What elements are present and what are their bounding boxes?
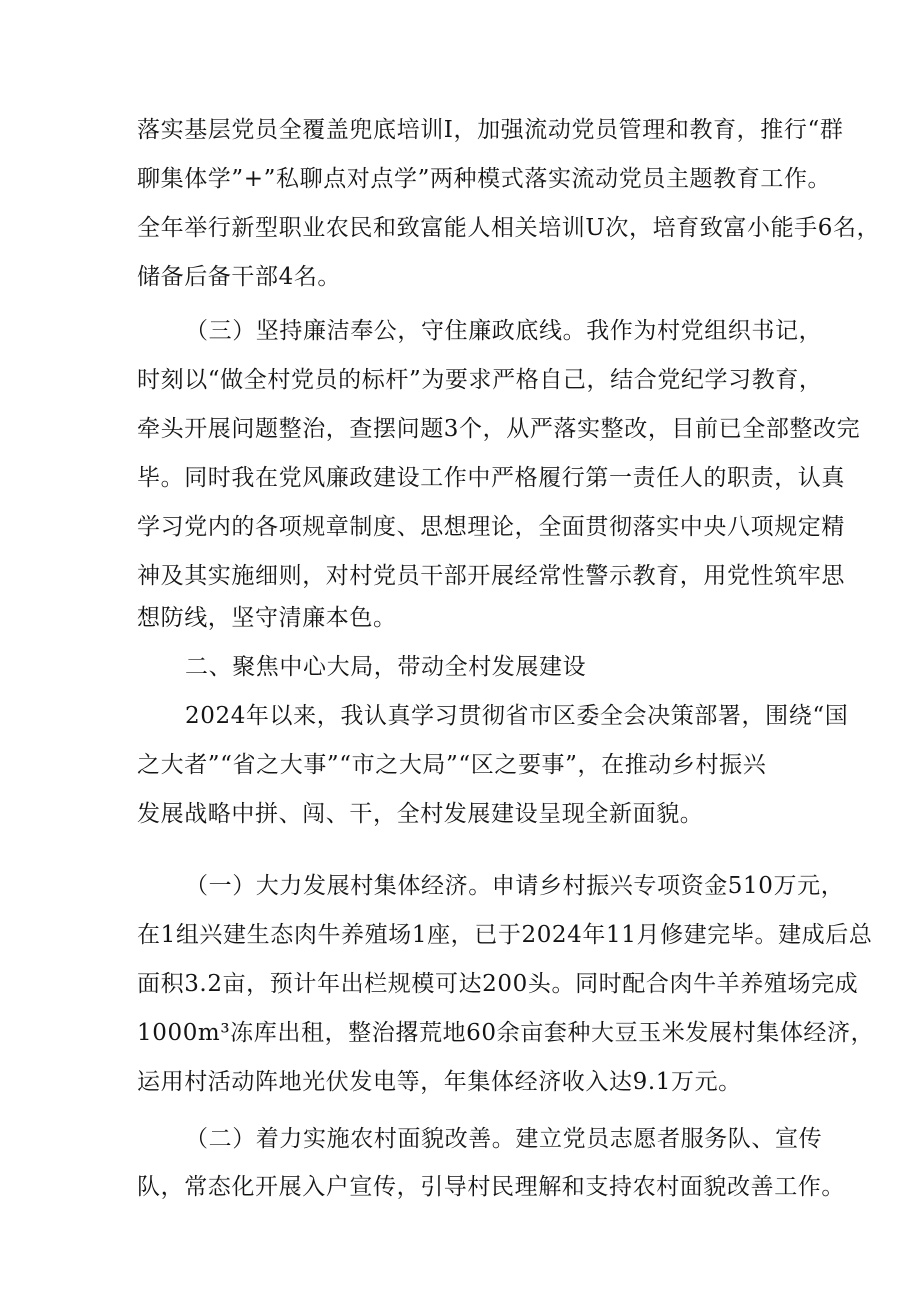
text-line: 2024年以来，我认真学习贯彻省市区委全会决策部署，围绕“国	[185, 703, 849, 729]
text-line: 1000m³冻库出租，整治撂荒地60余亩套种大豆玉米发展村集体经济，	[137, 1020, 875, 1046]
text-line: （二）着力实施农村面貌改善。建立党员志愿者服务队、宣传	[185, 1126, 823, 1152]
text-line: 运用村活动阵地光伏发电等，年集体经济收入达9.1万元。	[137, 1069, 742, 1095]
section-heading: 二、聚焦中心大局，带动全村发展建设	[185, 654, 587, 680]
text-line: 之大者”“省之大事”“市之大局”“区之要事”，在推动乡村振兴	[137, 752, 767, 778]
text-line: 面积3.2亩，预计年出栏规模可达200头。同时配合肉牛羊养殖场完成	[137, 971, 859, 997]
text-line: 想防线，坚守清廉本色。	[137, 605, 397, 631]
text-line: 时刻以“做全村党员的标杆”为要求严格自己，结合党纪学习教育，	[137, 367, 823, 393]
text-line: 毕。同时我在党风廉政建设工作中严格履行第一责任人的职责，认真	[137, 465, 845, 491]
text-line: 储备后备干部4名。	[137, 264, 342, 290]
text-line: 全年举行新型职业农民和致富能人相关培训U次，培育致富小能手6名，	[137, 215, 881, 241]
text-line: 队，常态化开展入户宣传，引导村民理解和支持农村面貌改善工作。	[137, 1174, 845, 1200]
text-line: 落实基层党员全覆盖兜底培训I，加强流动党员管理和教育，推行“群	[137, 117, 844, 143]
text-line: 聊集体学”+”私聊点对点学”两种模式落实流动党员主题教育工作。	[137, 166, 832, 192]
text-line: 神及其实施细则，对村党员干部开展经常性警示教育，用党性筑牢思	[137, 563, 845, 589]
text-line: （一）大力发展村集体经济。申请乡村振兴专项资金510万元，	[185, 873, 845, 899]
text-line: （三）坚持廉洁奉公，守住廉政底线。我作为村党组织书记，	[185, 318, 823, 344]
text-line: 发展战略中拼、闯、干，全村发展建设呈现全新面貌。	[137, 801, 704, 827]
text-line: 牵头开展问题整治，查摆问题3个，从严落实整改，目前已全部整改完	[137, 416, 861, 442]
text-line: 学习党内的各项规章制度、思想理论，全面贯彻落实中央八项规定精	[137, 514, 845, 540]
text-line: 在1组兴建生态肉牛养殖场1座，已于2024年11月修建完毕。建成后总	[137, 922, 873, 948]
